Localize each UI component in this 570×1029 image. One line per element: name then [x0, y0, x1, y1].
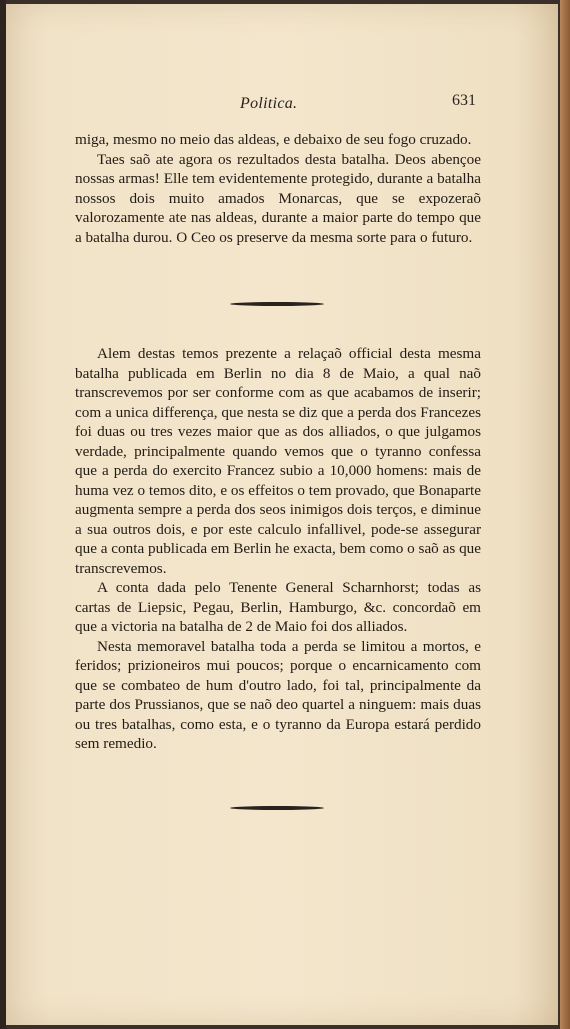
- book-edge: [560, 0, 570, 1029]
- section-divider: [230, 806, 324, 810]
- paragraph: A conta dada pelo Tenente General Scharnhorst; todas as cartas de Liepsic, Pegau, Berlin, Hamburgo, &c. concordaõ em que a victoria na batalha de 2 de Maio foi dos alliados.: [75, 579, 481, 635]
- paragraph: Nesta memoravel batalha toda a perda se limitou a mortos, e feridos; prizioneiros mui poucos; porque o encarnicamento com que se combateo de hum d'outro lado, foi tal, principalmente da parte dos Prussianos, que se naõ deo quartel a ninguem: mais duas ou tres batalhas, como esta, e o tyranno da Europa estará perdido sem remedio.: [75, 637, 481, 752]
- page-header: [80, 92, 476, 118]
- text-block-main: [75, 344, 481, 754]
- paragraph: Taes saõ ate agora os rezultados desta batalha. Deos abençoe nossas armas! Elle tem evidentemente protegido, durante a batalha nossos dois muito amados Monarcas, que se expozeraõ valorozamente ate nas aldeas, durante a maior parte do tempo que a batalha durou. O Ceo os preserve da mesma sorte para o futuro.: [75, 150, 481, 246]
- running-head: Politica.: [240, 95, 298, 112]
- paragraph: Alem destas temos prezente a relaçaõ official desta mesma batalha publicada em Berlin no dia 8 de Maio, a qual naõ transcrevemos por ser conforme com as que acabamos de inserir; com a unica differença, que nesta se diz que a perda dos Francezes foi duas ou tres vezes maior que as dos alliados, o que julgamos verdade, principalmente quando vemos que o tyranno confessa que a perda do exercito Francez subio a 10,000 homens: mais de huma vez o temos dito, e os effeitos o tem provado, que Bonaparte augmenta sempre a perda dos seos inimigos dois terços, e diminue a sua outros dois, e por este calculo infallivel, pode-se assegurar que a conta publicada em Berlin he exacta, bem como o saõ as que transcrevemos.: [75, 345, 481, 577]
- page-number: 631: [452, 92, 476, 109]
- section-divider: [230, 302, 324, 306]
- paragraph: miga, mesmo no meio das aldeas, e debaixo de seu fogo cruzado.: [75, 131, 472, 148]
- text-block-top: [75, 130, 481, 247]
